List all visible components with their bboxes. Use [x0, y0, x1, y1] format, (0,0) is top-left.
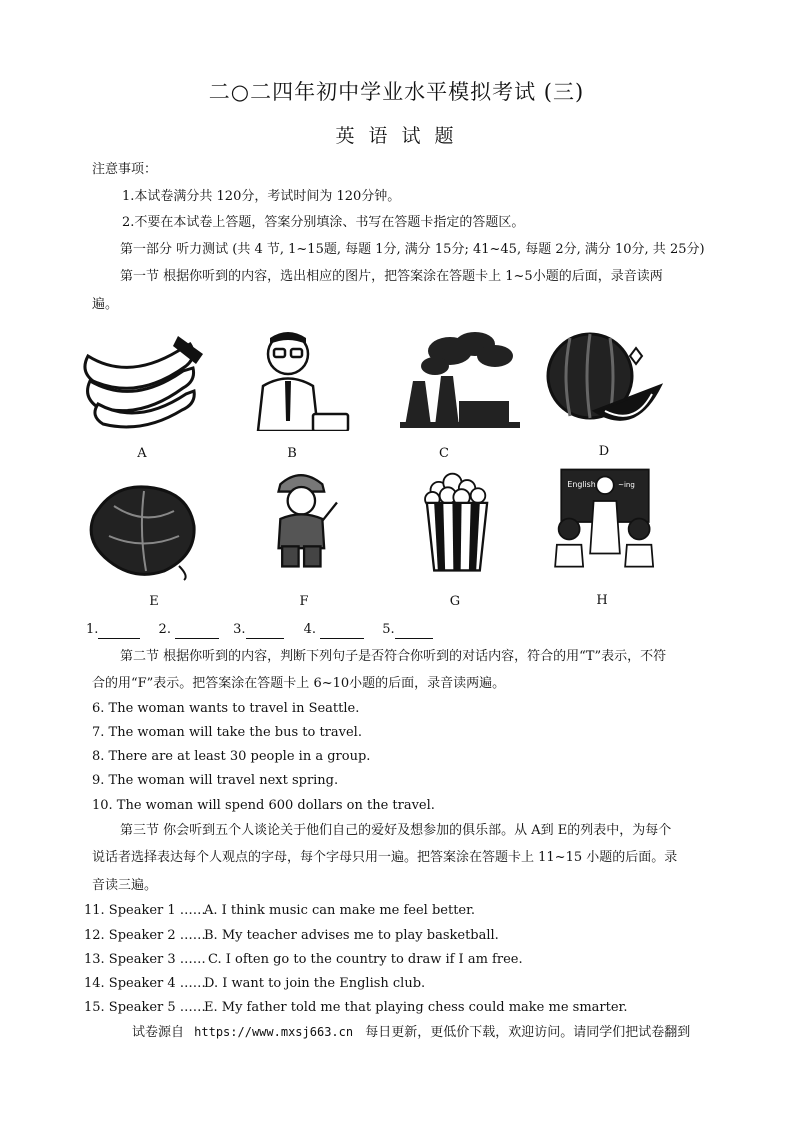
statement-7: 7. The woman will take the bus to travel.: [92, 725, 362, 740]
answer-blank-3[interactable]: [246, 624, 284, 639]
picture-label-e: E: [149, 594, 159, 609]
businessman-icon: [228, 326, 358, 431]
picture-label-f: F: [299, 594, 309, 609]
section2-instruction-cont: 合的用“F”表示。把答案涂在答题卡上 6~10小题的后面，录音读两遍。: [92, 676, 506, 691]
option-b: B. My teacher advises me to play basketball.: [204, 928, 499, 943]
answer-label-3: 3.: [233, 622, 246, 637]
section3-instruction-cont: 说话者选择表达每个人观点的字母，每个字母只用一遍。把答案涂在答题卡上 11~15 小题的后面。录: [92, 850, 678, 865]
answer-label-5: 5.: [382, 622, 395, 637]
statement-10: 10. The woman will spend 600 dollars on the travel.: [92, 798, 435, 813]
statement-8: 8. There are at least 30 people in a group.: [92, 749, 371, 764]
answer-blank-5[interactable]: [395, 624, 433, 639]
teacher-students-icon: [540, 466, 670, 571]
section1-instruction-cont: 遍。: [92, 297, 119, 312]
factory-pollution-icon: [395, 326, 525, 431]
picture-label-h: H: [596, 593, 608, 608]
watermelon-icon: [540, 326, 670, 431]
banana-icon: [78, 326, 208, 431]
exam-title: 二○二四年初中学业水平模拟考试 (三): [208, 80, 585, 104]
option-c: C. I often go to the country to draw if I am free.: [208, 952, 523, 967]
speaker-15: 15. Speaker 5 ……: [84, 1000, 206, 1015]
answer-blank-2[interactable]: [175, 624, 219, 639]
popcorn-icon: [392, 470, 522, 575]
section3-instruction: 第三节 你会听到五个人谈论关于他们自己的爱好及想参加的俱乐部。从 A到 E的列表中，为每个: [120, 823, 672, 838]
speaker-13: 13. Speaker 3 ……: [84, 952, 206, 967]
statement-6: 6. The woman wants to travel in Seattle.: [92, 701, 360, 716]
option-e: E. My father told me that playing chess could make me smarter.: [204, 1000, 628, 1015]
speaker-12: 12. Speaker 2 ……: [84, 928, 206, 943]
notes-label: 注意事项：: [92, 162, 158, 177]
svg-text:~ing: ~ing: [618, 481, 635, 489]
footer-suffix: 每日更新，更低价下载，欢迎访问。请同学们把试卷翻到: [365, 1025, 691, 1040]
option-a: A. I think music can make me feel better.: [204, 903, 476, 918]
exam-subtitle: 英 语 试 题: [335, 125, 458, 147]
section3-instruction-end: 音读三遍。: [92, 878, 158, 893]
part1-heading: 第一部分 听力测试 (共 4 节, 1~15题, 每题 1分, 满分 15分; 41~45, 每题 2分, 满分 10分, 共 25分): [120, 242, 705, 257]
answer-label-4: 4.: [303, 622, 317, 637]
answer-label-1: 1.: [86, 622, 99, 637]
picture-label-d: D: [598, 444, 610, 459]
statement-9: 9. The woman will travel next spring.: [92, 773, 339, 788]
svg-text:English: English: [567, 480, 596, 489]
picture-label-g: G: [449, 594, 461, 609]
note-item-1: 1.本试卷满分共 120分，考试时间为 120分钟。: [122, 189, 401, 204]
answer-blank-4[interactable]: [320, 624, 364, 639]
speaker-11: 11. Speaker 1 ……: [84, 903, 206, 918]
footer-url-link[interactable]: https://www.mxsj663.cn: [194, 1025, 354, 1039]
option-d: D. I want to join the English club.: [204, 976, 426, 991]
picture-label-b: B: [287, 446, 297, 461]
section1-instruction: 第一节 根据你听到的内容，选出相应的图片，把答案涂在答题卡上 1~5小题的后面，录音读两: [120, 269, 663, 284]
footer-prefix: 试卷源自: [132, 1025, 185, 1040]
answer-label-2: 2.: [158, 622, 171, 637]
section2-instruction: 第二节 根据你听到的内容，判断下列句子是否符合你听到的对话内容，符合的用“T”表示，不符: [120, 649, 667, 664]
note-item-2: 2.不要在本试卷上答题，答案分别填涂、书写在答题卡指定的答题区。: [122, 215, 525, 230]
speaker-14: 14. Speaker 4 ……: [84, 976, 206, 991]
picture-label-c: C: [439, 446, 449, 461]
worker-icon: [240, 466, 370, 571]
picture-label-a: A: [137, 446, 147, 461]
answer-blank-1[interactable]: [98, 624, 140, 639]
footer: [132, 1023, 690, 1042]
lettuce-icon: [84, 476, 214, 581]
answer-blanks: [86, 621, 433, 639]
